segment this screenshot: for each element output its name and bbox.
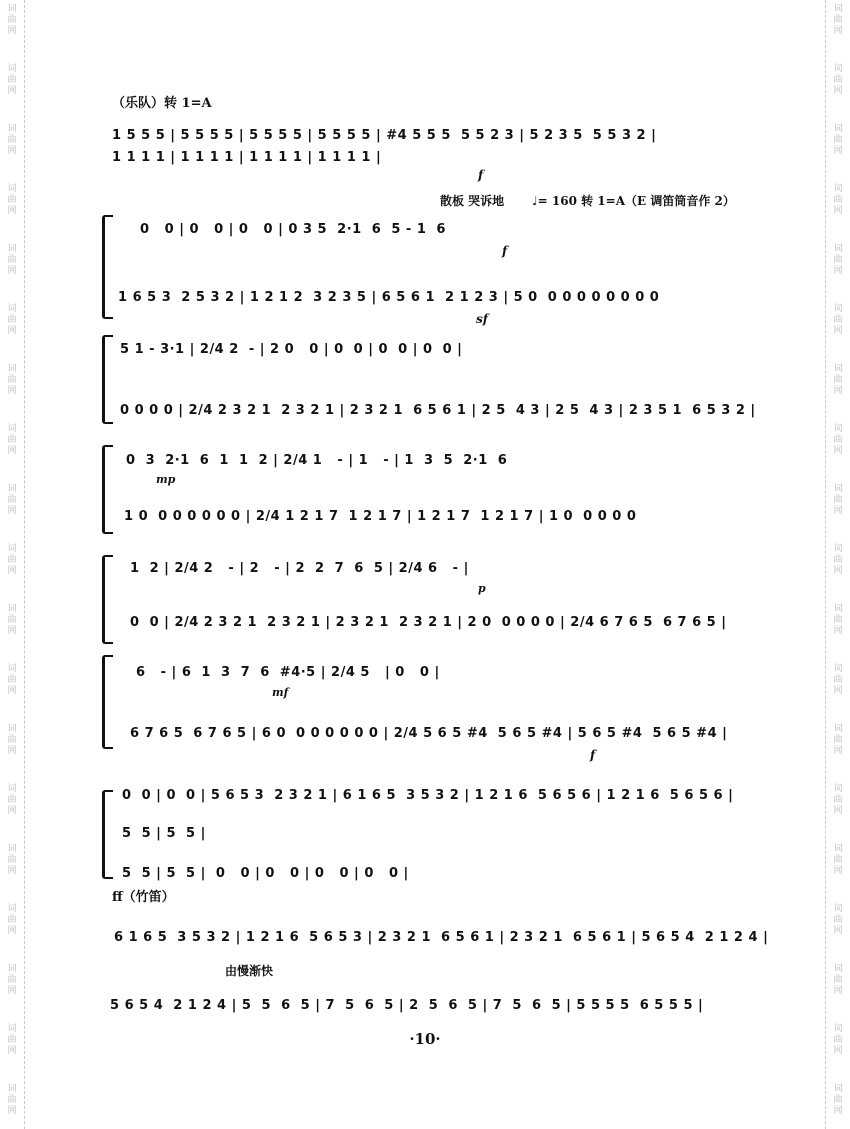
score-line: 6 7 6 5 6 7 6 5 | 6 0 0 0 0 0 0 0 | 2/4 5 6 5 #4 5 6 5 #4 | 5 6 5 #4 5 6 5 #4 | — [130, 726, 728, 741]
watermark-text: 词 曲 网 — [833, 724, 843, 756]
watermark-text: 词 曲 网 — [833, 784, 843, 816]
dynamic-mark: sf — [476, 312, 488, 326]
watermark-text: 词 曲 网 — [833, 904, 843, 936]
system-brace-6 — [102, 790, 113, 879]
watermark-text: 词 曲 网 — [833, 4, 843, 36]
watermark-text: 词 曲 网 — [833, 544, 843, 576]
system-brace-2 — [102, 335, 113, 424]
watermark-text: 词 曲 网 — [7, 964, 17, 996]
system-brace-4 — [102, 555, 113, 644]
watermark-text: 词 曲 网 — [833, 64, 843, 96]
watermark-text: 词 曲 网 — [7, 364, 17, 396]
dynamic-mark: mp — [156, 473, 176, 486]
watermark-text: 词 曲 网 — [7, 1084, 17, 1116]
slowing-marking: 由慢渐快 — [225, 964, 274, 978]
watermark-text: 词 曲 网 — [7, 844, 17, 876]
dynamic-mark: f — [478, 168, 484, 182]
dynamic-mark: f — [502, 244, 508, 258]
watermark-text: 词 曲 网 — [833, 604, 843, 636]
score-line: 1 5 5 5 | 5 5 5 5 | 5 5 5 5 | 5 5 5 5 | #4 5 5 5 5 5 2 3 | 5 2 3 5 5 5 3 2 | — [112, 128, 657, 143]
score-line: 0 0 | 2/4 2 3 2 1 2 3 2 1 | 2 3 2 1 2 3 2 1 | 2 0 0 0 0 0 | 2/4 6 7 6 5 6 7 6 5 | — [130, 615, 727, 630]
watermark-text: 词 曲 网 — [833, 244, 843, 276]
watermark-text: 词 曲 网 — [833, 844, 843, 876]
watermark-text: 词 曲 网 — [7, 904, 17, 936]
score-line: 1 6 5 3 2 5 3 2 | 1 2 1 2 3 2 3 5 | 6 5 6 1 2 1 2 3 | 5 0 0 0 0 0 0 0 0 0 — [118, 290, 660, 305]
system-brace-5 — [102, 655, 113, 749]
watermark-text: 词 曲 网 — [7, 124, 17, 156]
watermark-text: 词 曲 网 — [7, 544, 17, 576]
watermark-text: 词 曲 网 — [833, 124, 843, 156]
watermark-text: 词 曲 网 — [833, 1084, 843, 1116]
watermark-text: 词 曲 网 — [7, 244, 17, 276]
dynamic-mark: p — [478, 582, 486, 595]
watermark-text: 词 曲 网 — [7, 1024, 17, 1056]
tempo-marking: 散板 哭诉地 — [440, 194, 505, 208]
watermark-text: 词 曲 网 — [833, 1024, 843, 1056]
system-brace-3 — [102, 445, 113, 534]
watermark-text: 词 曲 网 — [833, 304, 843, 336]
watermark-text: 词 曲 网 — [7, 604, 17, 636]
watermark-text: 词 曲 网 — [7, 64, 17, 96]
watermark-text: 词 曲 网 — [7, 664, 17, 696]
watermark-text: 词 曲 网 — [833, 364, 843, 396]
score-line: 5 5 | 5 5 | — [122, 826, 206, 841]
watermark-text: 词 曲 网 — [833, 424, 843, 456]
score-line: 5 5 | 5 5 | 0 0 | 0 0 | 0 0 | 0 0 | — [122, 866, 409, 881]
score-line: 5 1 - 3·1 | 2/4 2 - | 2 0 0 | 0 0 | 0 0 | 0 0 | — [120, 342, 463, 357]
watermark-text: 词 曲 网 — [7, 424, 17, 456]
watermark-text: 词 曲 网 — [833, 664, 843, 696]
score-line: 0 3 2·1 6 1 1 2 | 2/4 1 - | 1 - | 1 3 5 2·1 6 — [126, 453, 508, 468]
system-brace-1 — [102, 215, 113, 319]
watermark-text: 词 曲 网 — [7, 484, 17, 516]
score-line: 6 - | 6 1 3 7 6 #4·5 | 2/4 5 | 0 0 | — [136, 665, 440, 680]
watermark-text: 词 曲 网 — [7, 184, 17, 216]
watermark-text: 词 曲 网 — [7, 724, 17, 756]
score-line: 6 1 6 5 3 5 3 2 | 1 2 1 6 5 6 5 3 | 2 3 2 1 6 5 6 1 | 2 3 2 1 6 5 6 1 | 5 6 5 4 2 1 2 4 | — [114, 930, 769, 945]
score-line: 0 0 | 0 0 | 5 6 5 3 2 3 2 1 | 6 1 6 5 3 5 3 2 | 1 2 1 6 5 6 5 6 | 1 2 1 6 5 6 5 6 | — [122, 788, 734, 803]
score-line: 1 1 1 1 | 1 1 1 1 | 1 1 1 1 | 1 1 1 1 | — [112, 150, 382, 165]
score-line: 0 0 0 0 | 2/4 2 3 2 1 2 3 2 1 | 2 3 2 1 6 5 6 1 | 2 5 4 3 | 2 5 4 3 | 2 3 5 1 6 5 3 2 | — [120, 403, 756, 418]
section-marking: ff（竹笛） — [112, 890, 175, 905]
watermark-text: 词 曲 网 — [7, 784, 17, 816]
watermark-text: 词 曲 网 — [833, 484, 843, 516]
dynamic-mark: mf — [272, 686, 289, 699]
watermark-text: 词 曲 网 — [7, 4, 17, 36]
dynamic-mark: f — [590, 748, 596, 762]
orchestra-key-change: （乐队）转 1=A — [112, 96, 212, 111]
score-line: 1 2 | 2/4 2 - | 2 - | 2 2 7 6 5 | 2/4 6 - | — [130, 561, 469, 576]
tempo-value: ♩= 160 转 1=A（E 调笛筒音作 2） — [532, 194, 735, 208]
score-line: 1 0 0 0 0 0 0 0 | 2/4 1 2 1 7 1 2 1 7 | 1 2 1 7 1 2 1 7 | 1 0 0 0 0 0 — [124, 509, 637, 524]
page-number: ·10· — [409, 1030, 441, 1048]
watermark-text: 词 曲 网 — [7, 304, 17, 336]
watermark-text: 词 曲 网 — [833, 184, 843, 216]
score-line: 5 6 5 4 2 1 2 4 | 5 5 6 5 | 7 5 6 5 | 2 5 6 5 | 7 5 6 5 | 5 5 5 5 6 5 5 5 | — [110, 998, 704, 1013]
score-line: 0 0 | 0 0 | 0 0 | 0 3 5 2·1 6 5 - 1 6 — [140, 222, 446, 237]
watermark-text: 词 曲 网 — [833, 964, 843, 996]
